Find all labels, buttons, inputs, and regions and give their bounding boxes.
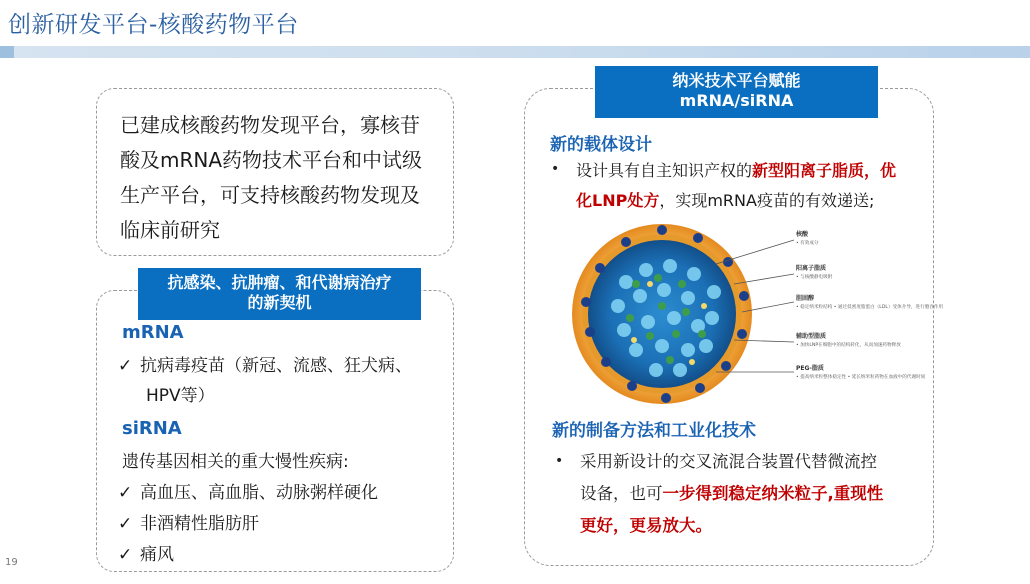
manufacturing-heading: 新的制备方法和工业化技术 <box>552 421 756 441</box>
applications-banner-line1: 抗感染、抗肿瘤、和代谢病治疗 <box>167 273 392 292</box>
mrna-item <box>118 352 412 380</box>
manufacturing-line3-red: 更好，更易放大。 <box>580 516 712 535</box>
nanotech-banner <box>595 66 878 118</box>
lnp-particle <box>572 224 752 404</box>
lnp-label-desc: • 稳定纳米粒结构 • 通过低密度脂蛋白（LDL）受体介导，进行胞吞作用 <box>796 305 944 310</box>
carrier-line2-red: 化LNP处方 <box>576 191 660 210</box>
sirna-heading: siRNA <box>122 418 182 439</box>
nanotech-banner-line2: mRNA/siRNA <box>679 91 794 110</box>
lnp-label-title: PEG-脂质 <box>796 365 824 372</box>
carrier-line1-a: 设计具有自主知识产权的 <box>576 161 753 180</box>
lnp-label-title: 胆固醇 <box>796 295 815 302</box>
sirna-intro: 遗传基因相关的重大慢性疾病: <box>122 452 349 472</box>
sirna-item <box>118 479 378 507</box>
page-number: 19 <box>5 557 18 568</box>
lnp-illustration <box>566 222 944 402</box>
lnp-label-desc: • 加快LNP在细胞中的结构转化，从而加速药物释放 <box>796 343 901 348</box>
check-icon: ✓ <box>118 545 133 565</box>
check-icon: ✓ <box>118 514 133 534</box>
sirna-item-text: 痛风 <box>140 545 174 565</box>
mrna-item-text: 抗病毒疫苗（新冠、流感、狂犬病、 <box>140 356 412 376</box>
sirna-item-text: 高血压、高血脂、动脉粥样硬化 <box>140 483 378 503</box>
carrier-line2-b: ，实现mRNA疫苗的有效递送; <box>659 191 875 210</box>
lnp-diagram-svg <box>566 222 944 402</box>
lnp-label-title: 辅助型脂质 <box>796 333 827 340</box>
manufacturing-line1: 采用新设计的交叉流混合装置代替微流控 <box>580 452 877 471</box>
manufacturing-line2-red: 一步得到稳定纳米粒子,重现性 <box>662 484 884 503</box>
page-title: 创新研发平台-核酸药物平台 <box>8 12 299 38</box>
intro-text: 已建成核酸药物发现平台，寡核苷酸及mRNA药物技术平台和中试级生产平台，可支持核酸药物发现及临床前研究 <box>120 113 423 242</box>
carrier-design-heading: 新的载体设计 <box>550 135 652 155</box>
title-underline-bar <box>0 46 1030 58</box>
sirna-item <box>118 510 259 538</box>
lnp-label-desc: • 提高纳米粒整体稳定性 • 延长纳米粒药物在血液中的代谢时间 <box>796 375 926 380</box>
lnp-label-title: 核酸 <box>796 231 809 238</box>
bullet-icon: • <box>551 161 560 177</box>
lnp-label-desc: • 有效成分 <box>796 241 819 246</box>
check-icon: ✓ <box>118 356 133 376</box>
applications-banner-line2: 的新契机 <box>247 293 312 312</box>
carrier-design-text <box>576 156 916 216</box>
sirna-item-text: 非酒精性脂肪肝 <box>140 514 259 534</box>
bullet-icon: • <box>555 453 564 469</box>
mrna-item-continued: HPV等） <box>146 386 215 406</box>
manufacturing-line2-a: 设备，也可 <box>580 484 663 503</box>
carrier-line1-red: 新型阳离子脂质，优 <box>752 161 897 180</box>
manufacturing-text <box>580 446 920 542</box>
lnp-label-desc: • 与核酸静电吸附 <box>796 275 833 280</box>
lnp-label-title: 阳离子脂质 <box>796 265 827 272</box>
nanotech-banner-line1: 纳米技术平台赋能 <box>672 71 801 90</box>
mrna-heading: mRNA <box>122 322 184 343</box>
applications-banner <box>138 268 421 320</box>
sirna-item <box>118 541 174 569</box>
check-icon: ✓ <box>118 483 133 503</box>
